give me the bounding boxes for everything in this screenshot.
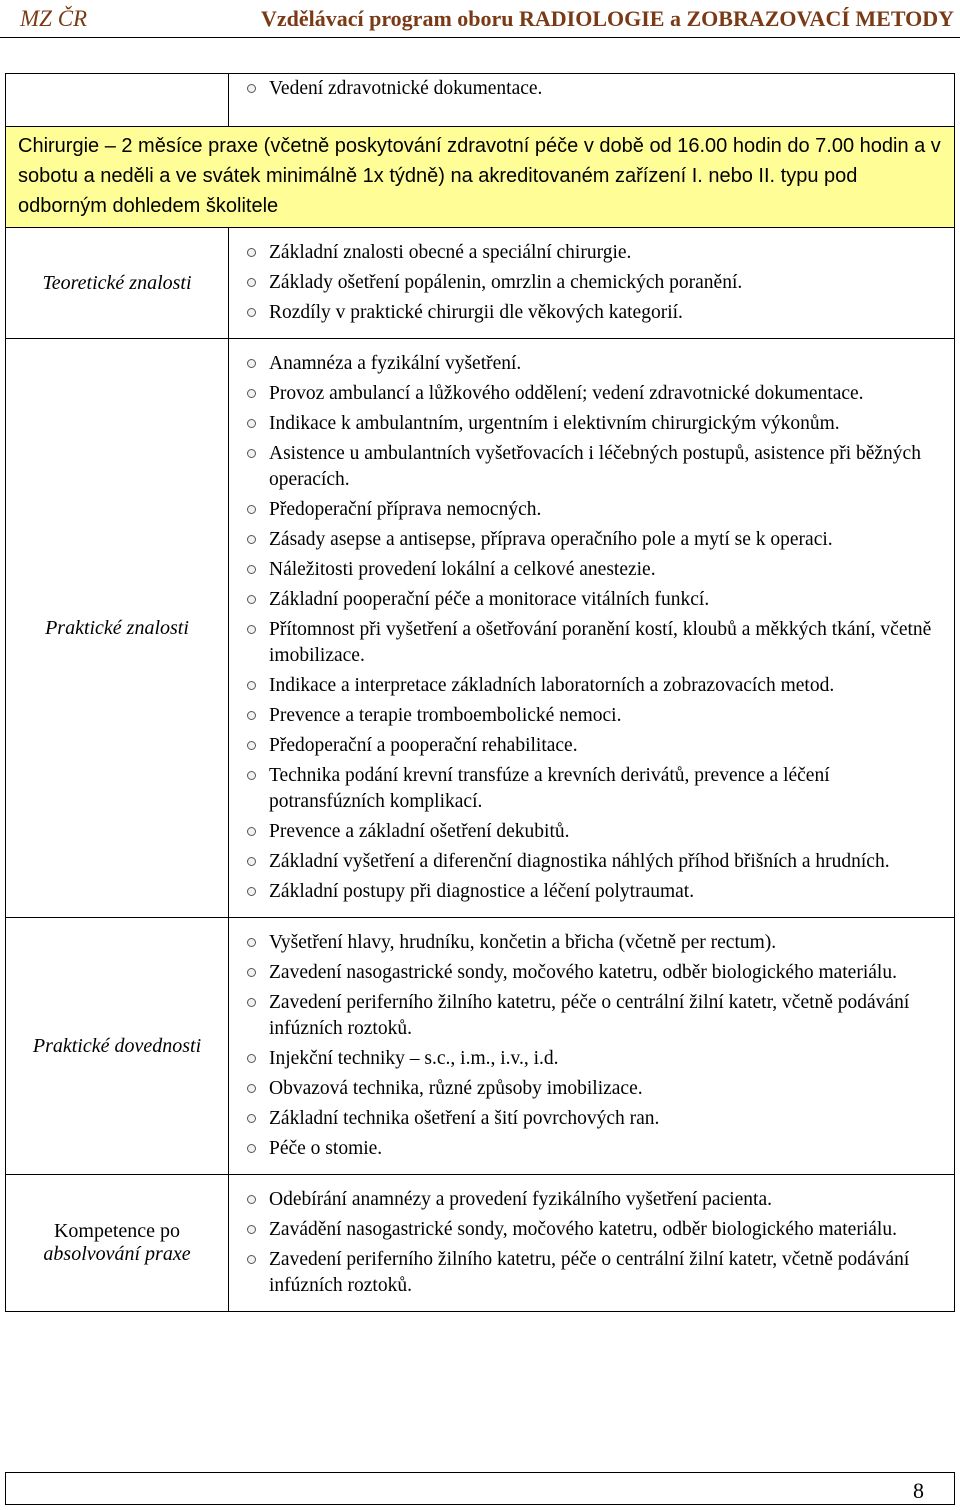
curriculum-table	[5, 73, 955, 1312]
bullet-icon	[247, 1195, 256, 1204]
ministry-label: MZ ČR	[20, 6, 88, 31]
bullet-icon	[247, 449, 256, 458]
list-item: Základní technika ošetření a šití povrchových ran.	[245, 1106, 946, 1132]
list-item: Indikace k ambulantním, urgentním i elektivním chirurgickým výkonům.	[245, 411, 946, 437]
bullet-icon	[247, 278, 256, 287]
list-item: Vyšetření hlavy, hrudníku, končetin a břicha (včetně per rectum).	[245, 930, 946, 956]
empty-label-cell	[6, 74, 229, 127]
list-item: Předoperační příprava nemocných.	[245, 497, 946, 523]
list-item: Rozdíly v praktické chirurgii dle věkových kategorií.	[245, 300, 946, 326]
table-row-kompetence	[6, 1175, 955, 1312]
bullet-icon	[247, 389, 256, 398]
items-cell	[229, 1175, 955, 1312]
items-cell	[229, 74, 955, 127]
table-row-prakticke-znalosti	[6, 339, 955, 918]
list-item: Injekční techniky – s.c., i.m., i.v., i.d.	[245, 1046, 946, 1072]
bullet-icon	[247, 1144, 256, 1153]
bullet-icon	[247, 308, 256, 317]
list-item: Prevence a terapie tromboembolické nemoci.	[245, 703, 946, 729]
list-item: Základy ošetření popálenin, omrzlin a chemických poranění.	[245, 270, 946, 296]
list-item: Základní vyšetření a diferenční diagnostika náhlých příhod břišních a hrudních.	[245, 849, 946, 875]
list-item: Péče o stomie.	[245, 1136, 946, 1162]
bullet-list	[229, 1175, 954, 1311]
bullet-icon	[247, 84, 256, 93]
bullet-icon	[247, 535, 256, 544]
bullet-icon	[247, 248, 256, 257]
bullet-icon	[247, 968, 256, 977]
bullet-icon	[247, 1255, 256, 1264]
page-header	[0, 0, 960, 38]
bullet-icon	[247, 998, 256, 1007]
bullet-icon	[247, 827, 256, 836]
table-row-teoreticke	[6, 228, 955, 339]
list-item: Zavedení periferního žilního katetru, péče o centrální žilní katetr, včetně podávání infúzních roztoků.	[245, 1247, 946, 1299]
items-cell	[229, 228, 955, 339]
bullet-icon	[247, 1114, 256, 1123]
list-item: Základní znalosti obecné a speciální chirurgie.	[245, 240, 946, 266]
list-item: Asistence u ambulantních vyšetřovacích i léčebných postupů, asistence při běžných operacích.	[245, 441, 946, 493]
bullet-icon	[247, 625, 256, 634]
page-footer	[5, 1472, 955, 1505]
list-item: Technika podání krevní transfúze a krevních derivátů, prevence a léčení potransfúzních komplikací.	[245, 763, 946, 815]
list-item: Předoperační a pooperační rehabilitace.	[245, 733, 946, 759]
bullet-list	[229, 918, 954, 1174]
row-label: Praktické dovednosti	[6, 918, 229, 1175]
section-banner: Chirurgie – 2 měsíce praxe (včetně poskytování zdravotní péče v době od 16.00 hodin do 7.00 hodin a v sobotu a neděli a ve svátek minimálně 1x týdně) na akreditovaném zařízení I. nebo II. typu pod odborným dohledem školitele	[6, 127, 955, 228]
bullet-icon	[247, 1225, 256, 1234]
section-banner-row	[6, 127, 955, 228]
bullet-icon	[247, 1054, 256, 1063]
table-row-prakticke-dovednosti	[6, 918, 955, 1175]
list-item: Anamnéza a fyzikální vyšetření.	[245, 351, 946, 377]
bullet-icon	[247, 711, 256, 720]
bullet-icon	[247, 359, 256, 368]
list-item: Zavedení periferního žilního katetru, péče o centrální žilní katetr, včetně podávání infúzních roztoků.	[245, 990, 946, 1042]
bullet-icon	[247, 681, 256, 690]
document-title: Vzdělávací program oboru RADIOLOGIE a ZOBRAZOVACÍ METODY	[260, 6, 954, 31]
list-item: Zavedení nasogastrické sondy, močového katetru, odběr biologického materiálu.	[245, 960, 946, 986]
bullet-list	[229, 74, 954, 110]
bullet-icon	[247, 771, 256, 780]
row-label	[6, 1175, 229, 1312]
row-label: Praktické znalosti	[6, 339, 229, 918]
bullet-list	[229, 339, 954, 917]
list-item: Zásady asepse a antisepse, příprava operačního pole a mytí se k operaci.	[245, 527, 946, 553]
bullet-icon	[247, 505, 256, 514]
bullet-icon	[247, 565, 256, 574]
bullet-icon	[247, 1084, 256, 1093]
bullet-list	[229, 228, 954, 338]
list-item: Základní postupy při diagnostice a léčení polytraumat.	[245, 879, 946, 905]
list-item: Odebírání anamnézy a provedení fyzikálního vyšetření pacienta.	[245, 1187, 946, 1213]
row-label-line1: Kompetence po	[53, 1220, 181, 1242]
bullet-icon	[247, 419, 256, 428]
bullet-icon	[247, 595, 256, 604]
bullet-icon	[247, 741, 256, 750]
bullet-icon	[247, 887, 256, 896]
list-item: Přítomnost při vyšetření a ošetřování poranění kostí, kloubů a měkkých tkání, včetně imobilizace.	[245, 617, 946, 669]
list-item: Indikace a interpretace základních laboratorních a zobrazovacích metod.	[245, 673, 946, 699]
items-cell	[229, 918, 955, 1175]
list-item: Provoz ambulancí a lůžkového oddělení; vedení zdravotnické dokumentace.	[245, 381, 946, 407]
bullet-icon	[247, 938, 256, 947]
list-item: Náležitosti provedení lokální a celkové anestezie.	[245, 557, 946, 583]
items-cell	[229, 339, 955, 918]
list-item: Obvazová technika, různé způsoby imobilizace.	[245, 1076, 946, 1102]
list-item: Prevence a základní ošetření dekubitů.	[245, 819, 946, 845]
list-item: Zavádění nasogastrické sondy, močového katetru, odběr biologického materiálu.	[245, 1217, 946, 1243]
list-item: Základní pooperační péče a monitorace vitálních funkcí.	[245, 587, 946, 613]
table-row-top	[6, 74, 955, 127]
list-item: Vedení zdravotnické dokumentace.	[245, 76, 946, 102]
row-label-line2: absolvování praxe	[43, 1243, 191, 1265]
bullet-icon	[247, 857, 256, 866]
row-label: Teoretické znalosti	[6, 228, 229, 339]
page-number: 8	[913, 1478, 924, 1503]
